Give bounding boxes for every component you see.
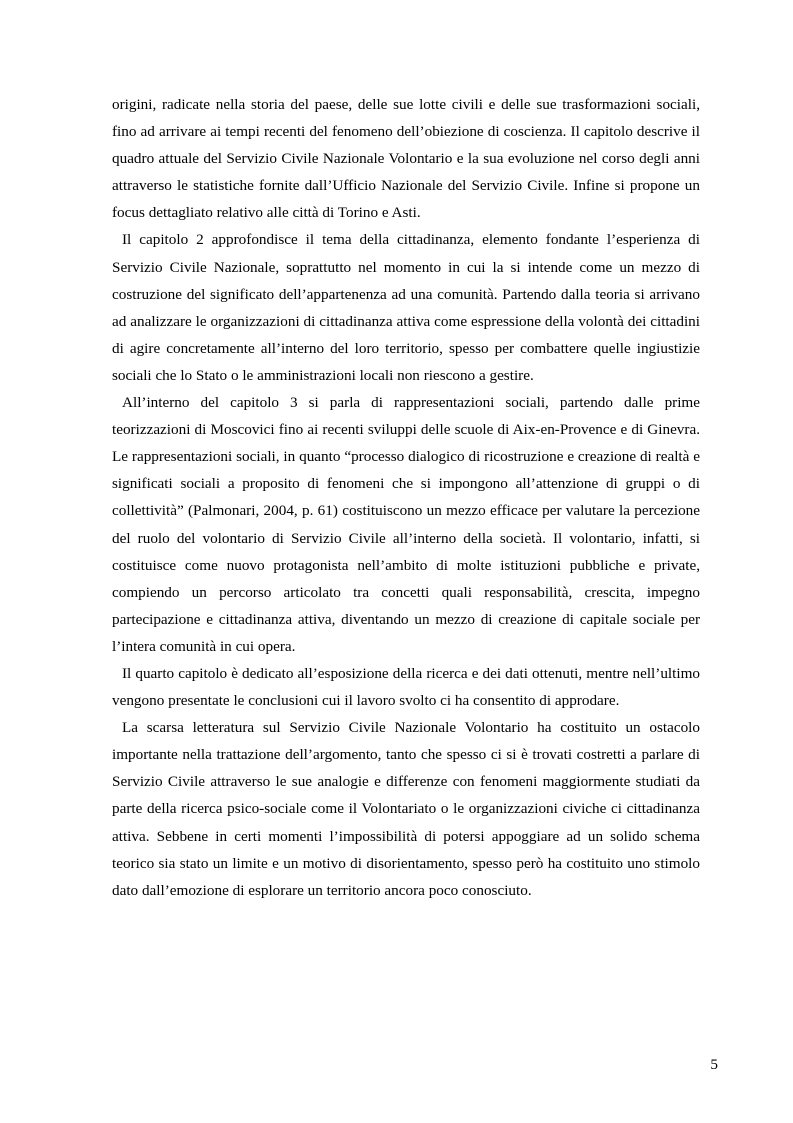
body-text	[112, 91, 700, 904]
paragraph-literature: La scarsa letteratura sul Servizio Civile Nazionale Volontario ha costituito un ostacolo importante nella trattazione dell’argomento, tanto che spesso ci si è trovati costretti a parlare di Servizio Civile attraverso le sue analogie e differenze con fenomeni maggiormente studiati da parte della ricerca psico-sociale come il Volontariato o le organizzazioni civiche ci cittadinanza attiva. Sebbene in certi momenti l’impossibilità di potersi appoggiare ad un solido schema teorico sia stato un limite e un motivo di disorientamento, spesso però ha costituito uno stimolo dato dall’emozione di esplorare un territorio ancora poco conosciuto.	[112, 719, 700, 899]
paragraph-chapter-1-continued: origini, radicate nella storia del paese, delle sue lotte civili e delle sue trasformazioni sociali, fino ad arrivare ai tempi recenti del fenomeno dell’obiezione di coscienza. Il capitolo descrive il quadro attuale del Servizio Civile Nazionale Volontario e la sua evoluzione nel corso degli anni attraverso le statistiche fornite dall’Ufficio Nazionale del Servizio Civile. Infine si propone un focus dettagliato relativo alle città di Torino e Asti.	[112, 96, 700, 222]
paragraph-chapter-4: Il quarto capitolo è dedicato all’esposizione della ricerca e dei dati ottenuti, mentre nell’ultimo vengono presentate le conclusioni cui il lavoro svolto ci ha consentito di approdare.	[112, 664, 700, 710]
paragraph-chapter-3: All’interno del capitolo 3 si parla di rappresentazioni sociali, partendo dalle prime teorizzazioni di Moscovici fino ai recenti sviluppi delle scuole di Aix-en-Provence e di Ginevra. Le rappresentazioni sociali, in quanto “processo dialogico di ricostruzione e creazione di realtà e significati sociali a proposito di fenomeni che si impongono all’attenzione di gruppi o di collettività” (Palmonari, 2004, p. 61) costituiscono un mezzo efficace per valutare la percezione del ruolo del volontario di Servizio Civile all’interno della società. Il volontario, infatti, si costituisce come nuovo protagonista nell’ambito di molte istituzioni pubbliche e private, compiendo un percorso articolato tra concetti quali responsabilità, crescita, impegno partecipazione e cittadinanza attiva, diventando un mezzo di creazione di capitale sociale per l’intera comunità in cui opera.	[112, 394, 700, 655]
paragraph-chapter-2: Il capitolo 2 approfondisce il tema della cittadinanza, elemento fondante l’esperienza di Servizio Civile Nazionale, soprattutto nel momento in cui la si intende come un mezzo di costruzione del significato dell’appartenenza ad una comunità. Partendo dalla teoria si arrivano ad analizzare le organizzazioni di cittadinanza attiva come espressione della volontà dei cittadini di agire concretamente all’interno del loro territorio, spesso per combattere quelle ingiustizie sociali che lo Stato o le amministrazioni locali non riescono a gestire.	[112, 231, 700, 384]
page-number: 5	[710, 1056, 718, 1073]
